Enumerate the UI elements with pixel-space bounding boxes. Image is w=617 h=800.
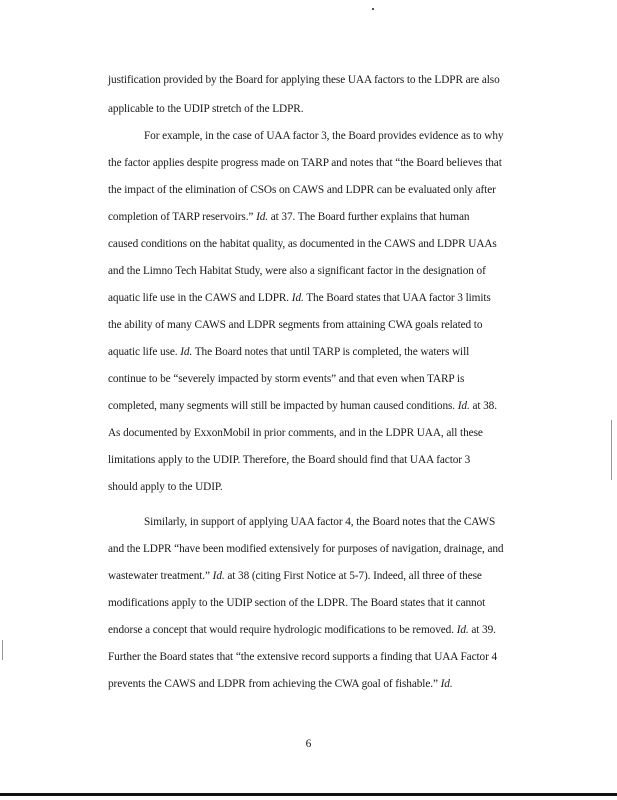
scan-bottom-edge: [0, 793, 617, 796]
text-line: aquatic life use in the CAWS and LDPR. Id. The Board states that UAA factor 3 limits: [108, 292, 491, 304]
text-line: aquatic life use. Id. The Board notes that until TARP is completed, the waters will: [108, 346, 470, 358]
citation-id: Id.: [212, 570, 225, 582]
citation-id: Id.: [180, 346, 193, 358]
text-line: completion of TARP reservoirs.” Id. at 37. The Board further explains that human: [108, 211, 470, 223]
text-line: modifications apply to the UDIP section of the LDPR. The Board states that it cannot: [108, 597, 486, 609]
citation-id: Id.: [291, 292, 304, 304]
citation-id: Id.: [440, 678, 453, 690]
text-line: prevents the CAWS and LDPR from achieving the CWA goal of fishable.” Id.: [108, 678, 453, 690]
text-line: justification provided by the Board for applying these UAA factors to the LDPR are also: [108, 74, 500, 86]
page-number: 6: [305, 738, 312, 750]
text-line: and the LDPR “have been modified extensively for purposes of navigation, drainage, and: [108, 543, 504, 555]
paragraph-start: Similarly, in support of applying UAA factor 4, the Board notes that the CAWS: [144, 516, 496, 528]
text-line: the ability of many CAWS and LDPR segments from attaining CWA goals related to: [108, 319, 483, 331]
text-line: As documented by ExxonMobil in prior comments, and in the LDPR UAA, all these: [108, 427, 483, 439]
text-line: completed, many segments will still be impacted by human caused conditions. Id. at 38.: [108, 400, 497, 412]
text-line: wastewater treatment.” Id. at 38 (citing First Notice at 5-7). Indeed, all three of these: [108, 570, 482, 582]
text-line: the factor applies despite progress made on TARP and notes that “the Board believes that: [108, 157, 502, 169]
text-line: the impact of the elimination of CSOs on CAWS and LDPR can be evaluated only after: [108, 184, 496, 196]
text-line: limitations apply to the UDIP. Therefore, the Board should find that UAA factor 3: [108, 454, 471, 466]
text-line: applicable to the UDIP stretch of the LDPR.: [108, 103, 304, 115]
paragraph-start: For example, in the case of UAA factor 3, the Board provides evidence as to why: [144, 130, 504, 142]
citation-id: Id.: [456, 624, 469, 636]
text-line: caused conditions on the habitat quality, as documented in the CAWS and LDPR UAAs: [108, 238, 497, 250]
text-line: endorse a concept that would require hydrologic modifications to be removed. Id. at 39.: [108, 624, 496, 636]
scan-speck: [372, 8, 374, 10]
citation-id: Id.: [457, 400, 470, 412]
text-line: should apply to the UDIP.: [108, 481, 223, 493]
text-line: Further the Board states that “the extensive record supports a finding that UAA Factor 4: [108, 651, 498, 663]
text-line: continue to be “severely impacted by storm events” and that even when TARP is: [108, 373, 465, 385]
scan-margin-mark: [2, 640, 3, 660]
citation-id: Id.: [256, 211, 269, 223]
scan-margin-mark: [611, 420, 612, 480]
text-line: and the Limno Tech Habitat Study, were also a significant factor in the designation of: [108, 265, 486, 277]
